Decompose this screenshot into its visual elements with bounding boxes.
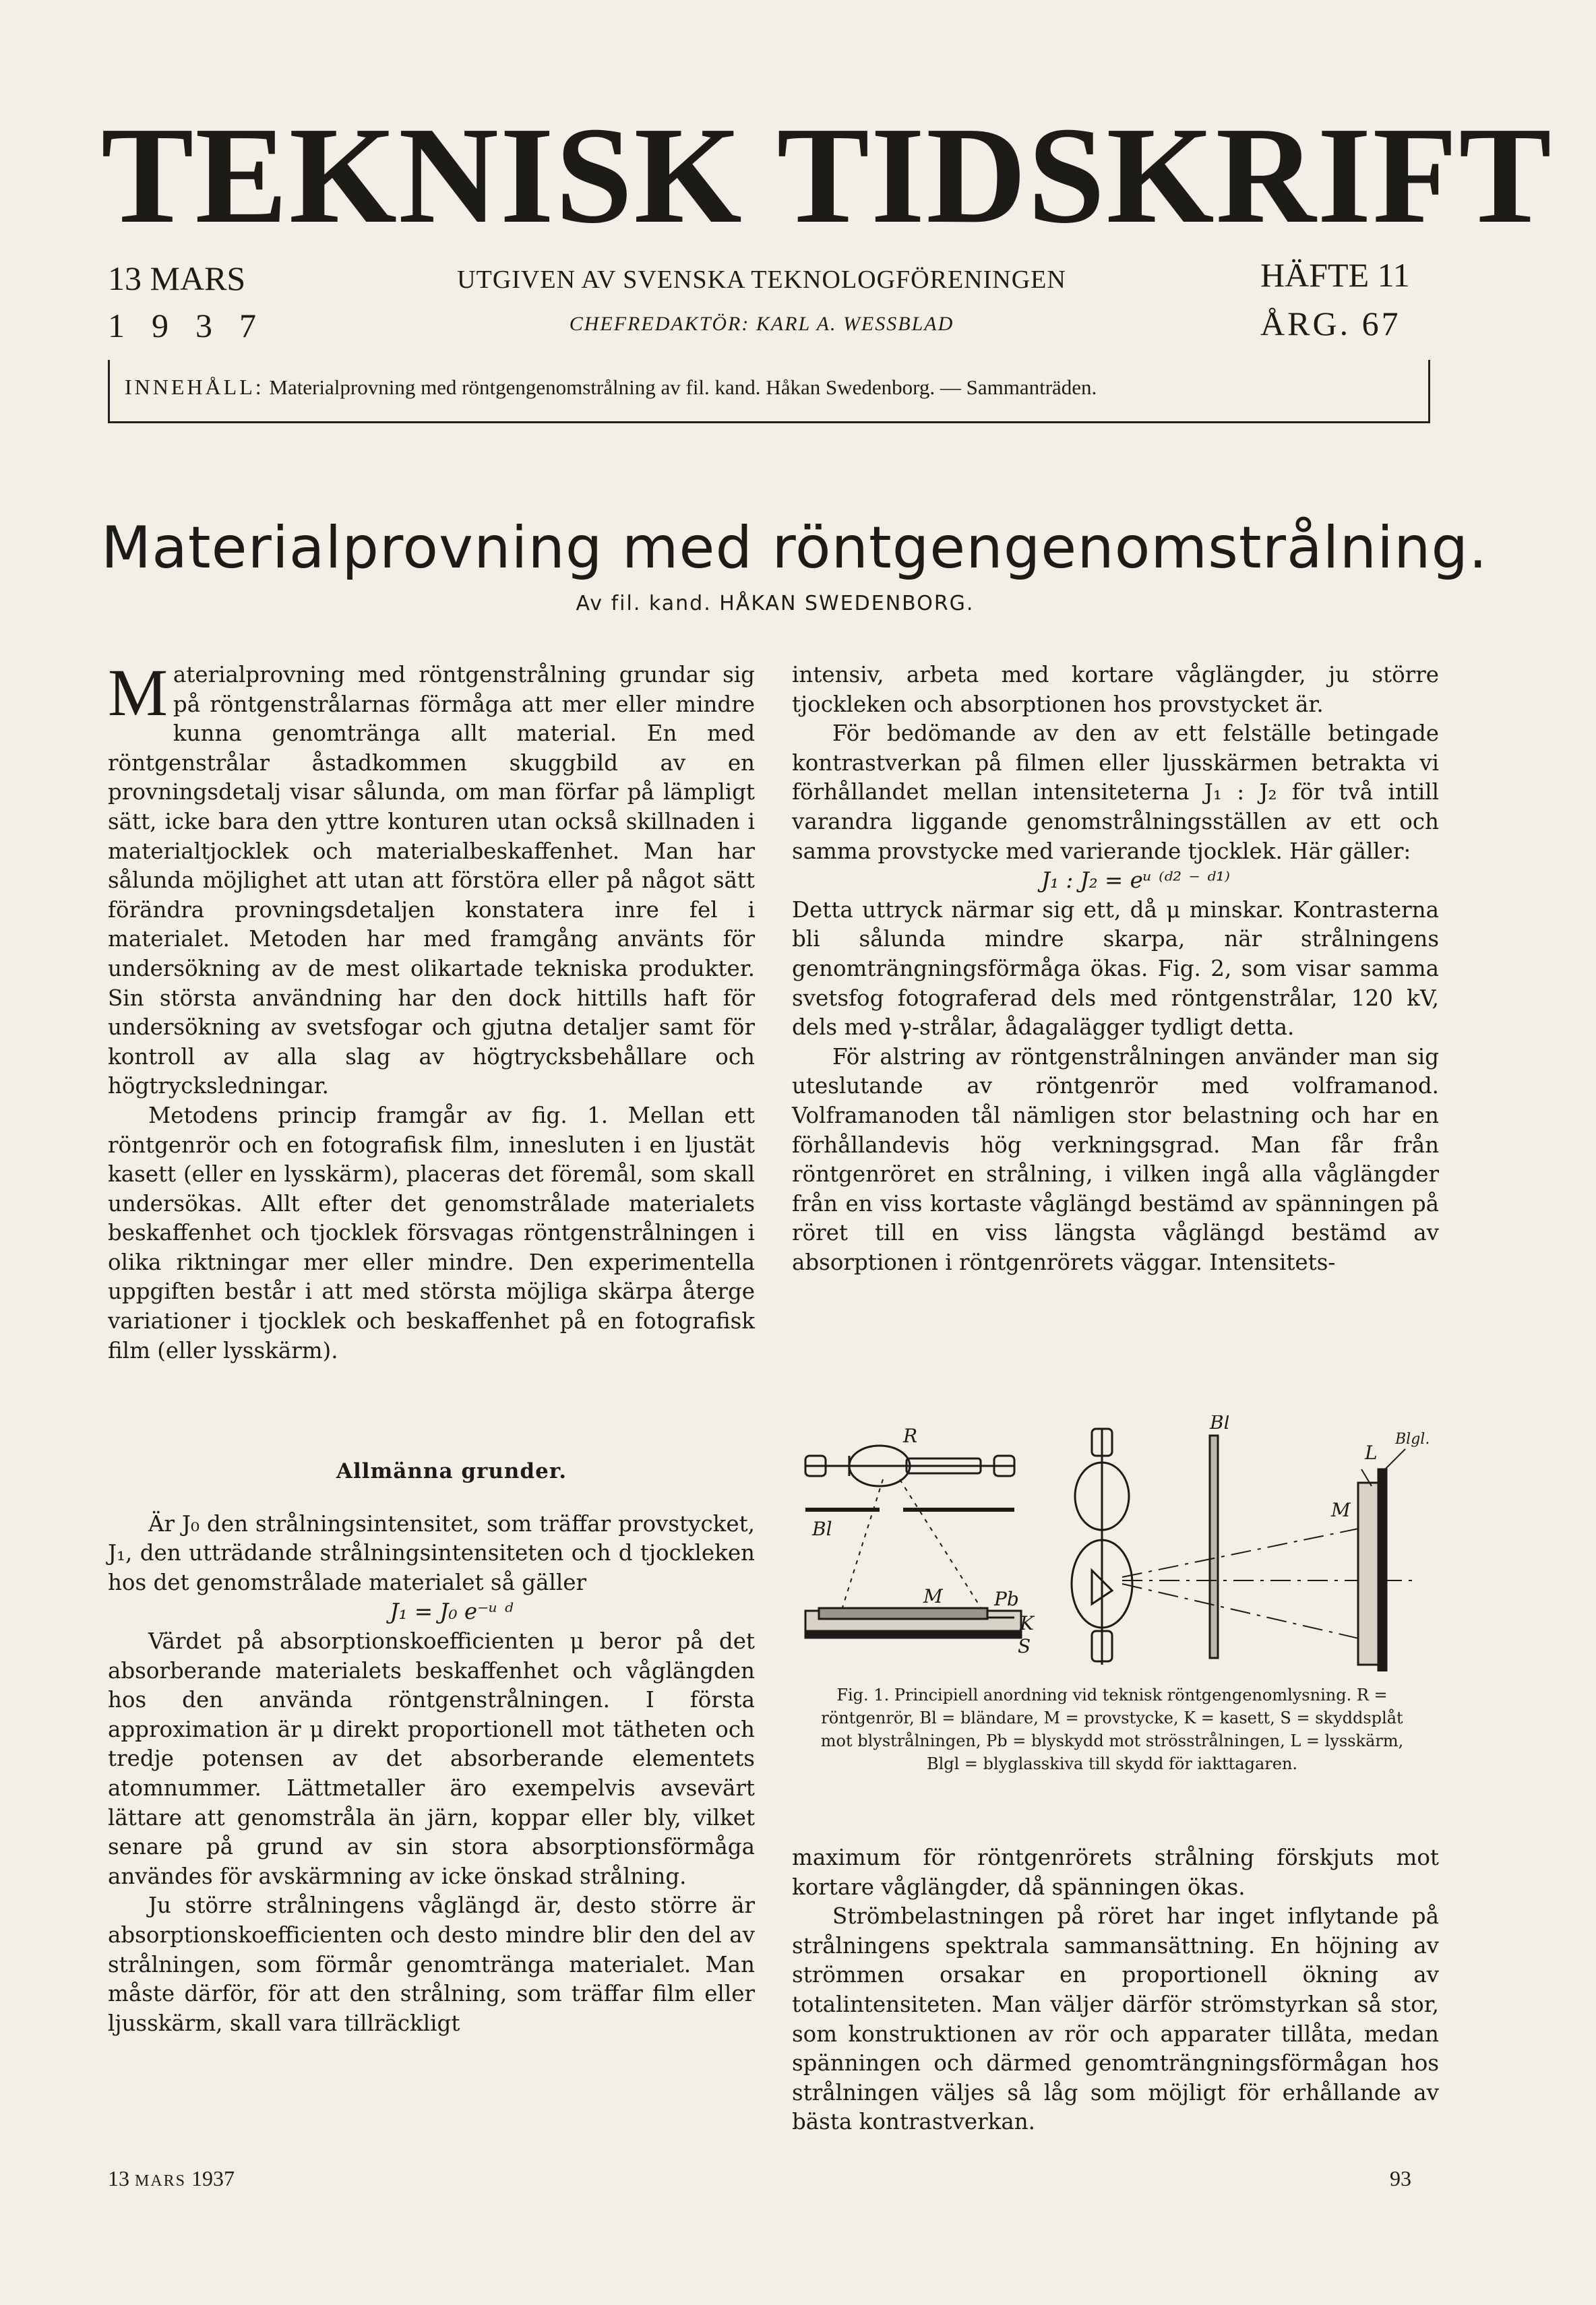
formula: J₁ = J₀ e⁻ᵘ ᵈ [390,1599,514,1625]
left-column [108,655,755,2036]
footer-year: 1937 [191,2166,235,2190]
figure-caption: Fig. 1. Principiell anordning vid teknisk röntgengenomlysning. R = röntgenrör, Bl = bländare, M = provstycke, K = kasett, S = skyddsplåt mot blystrålningen, Pb = blyskydd mot strösstrålningen, L = lysskärm, Blgl = blyglasskiva till skydd för iakttagaren. [820,1686,1404,1773]
masthead-date-day: 13 MARS [108,259,246,297]
paragraph: Ju större strålningens våglängd är, desto större är absorptionskoefficienten och desto mindre blir den del av strålningen, som förmår genomtränga materialet. Man måste därför, för att den strålning, som träffar film eller ljusskärm, skall vara tillräckligt [108,1893,755,2036]
footer-date [108,2166,235,2191]
footer-day: 13 [108,2166,129,2190]
fluorescent-screen [1358,1483,1378,1665]
fig-label-L: L [1365,1442,1378,1464]
contents-label: INNEHÅLL: [125,375,264,399]
paragraph: Materialprovning med röntgenstrålning grundar sig på röntgenstrålarnas förmåga att mer eller mindre kunna genomtränga allt material. En med röntgenstrålar åstadkommen skuggbild av en provningsdetalj visar sålunda, om man förfar på lämpligt sätt, icke bara den yttre konturen utan också skillnaden i materialtjocklek och materialbeskaffenhet. Man har sålunda möjlighet att utan att förstöra eller på något sätt förändra provningsdetaljen konstatera inre fel i materialet. Metoden har med framgång använts för undersökning av de mest olikartade tekniska produkter. Sin största användning har den dock hittills haft för undersökning av svetsfogar och gjutna detaljer samt för kontroll av alla slag av högtrycksbehållare och högtrycksledningar. [108,655,755,1099]
masthead-publisher: UTGIVEN AV SVENSKA TEKNOLOGFÖRENINGEN [457,266,1066,294]
drop-cap: M [108,655,168,730]
fig-label-Blgl: Blgl. [1395,1431,1430,1448]
fig-label-R: R [903,1425,918,1447]
cassette-assembly [805,1608,1021,1638]
masthead-title: TEKNISK TIDSKRIFT [101,98,1553,252]
footer-month: MARS [135,2172,187,2190]
fig-label-M-right: M [1331,1499,1351,1521]
masthead-date-year: 1937 [108,307,283,344]
paragraph: intensiv, arbeta med kortare våglängder, ju större tjockleken och absorptionen hos provstycket är. [792,662,1439,717]
lead-glass [1378,1469,1386,1671]
page-number: 93 [1390,2166,1411,2190]
article-byline: Av fil. kand. HÅKAN SWEDENBORG. [576,592,975,615]
right-column-top [792,660,1439,1277]
fig-label-Bl-left: Bl [812,1518,832,1540]
xray-tube-left [805,1446,1014,1486]
xray-tube-middle [1072,1429,1132,1665]
masthead-center [377,259,1146,344]
diaphragm-vertical [1210,1436,1218,1658]
paragraph: Metodens princip framgår av fig. 1. Mellan ett röntgenrör och en fotografisk film, innesluten i en ljustät kasett (eller en lysskärm), placeras det föremål, som skall undersökas. Allt efter det genomstrålade materialets beskaffenhet och tjocklek försvagas röntgenstrålningen i olika riktningar mer eller mindre. Den experimentella uppgiften består i att med största möjliga skärpa återge variationer i tjocklek och beskaffenhet på en fotografisk film (eller lysskärm). [108,1102,755,1363]
article-title: Materialprovning med röntgengenomstrålning. [101,514,1488,582]
masthead-volume: ÅRG. 67 [1260,305,1401,342]
masthead-issue-info [1260,251,1410,348]
figure-1-diagram [792,1415,1439,1671]
left-column-lower [108,1457,755,2038]
fig-label-K: K [1020,1612,1034,1634]
paragraph: Detta uttryck närmar sig ett, då μ minskar. Kontrasterna bli sålunda mindre skarpa, när strålningens genomträngningsförmåga ökas. Fig. 2, som visar samma svetsfog fotograferad dels med röntgenstrålar, 120 kV, dels med γ-strålar, ådagalägger tydligt detta. [792,896,1439,1041]
paragraph: Värdet på absorptionskoefficienten μ beror på det absorberande materialets beskaffenhet och våglängden hos den använda röntgenstrålningen. I första approximation är μ direkt proportionell mot tätheten och tredje potensen av det absorberande elementets atomnummer. Lättmetaller äro exempelvis avsevärt lättare att genomstråla än järn, koppar eller bly, vilket senare på grund av sin stora absorptionsförmåga användes för avskärmning av icke önskad strålning. [108,1628,755,1889]
paragraph: Strömbelastningen på röret har inget inflytande på strålningens spektrala sammansättning. En höjning av strömmen orsakar en proportionell ökning av totalintensiteten. Man väljer därför strömstyrkan så stor, som konstruktionen av rör och apparater tillåta, medan spänningen och därmed genomträngningsförmågan hos strålningen väljes så låg som möjligt för erhållande av bästa kontrastverkan. [792,1903,1439,2135]
section-heading: Allmänna grunder. [336,1459,567,1483]
contents [125,375,1419,400]
fig-label-Bl-top: Bl [1210,1415,1230,1434]
masthead-editor: CHEFREDAKTÖR: KARL A. WESSBLAD [569,313,954,335]
masthead-issue: HÄFTE 11 [1260,256,1410,294]
paragraph: maximum för röntgenrörets strålning förskjuts mot kortare våglängder, då spänningen ökas. [792,1845,1439,1900]
fig-label-Pb: Pb [994,1588,1019,1610]
contents-text: Materialprovning med röntgengenomstrålning av fil. kand. Håkan Swedenborg. — Sammanträden. [269,375,1097,399]
fig-label-M-left: M [923,1585,943,1607]
formula: J₁ : J₂ = eᵘ ⁽ᵈ² ⁻ ᵈ¹⁾ [1041,867,1230,894]
paragraph: För bedömande av den av ett felställe betingade kontrastverkan på filmen eller ljusskärmen betrakta vi förhållandet mellan intensiteterna J₁ : J₂ för två intill varandra liggande genomstrålningsställen av ett och samma provstycke med varierande tjocklek. Här gäller: [792,720,1439,864]
fig-label-S: S [1018,1635,1031,1657]
paragraph: För alstring av röntgenstrålningen använder man sig uteslutande av röntgenrör med volframanod. Volframanoden tål nämligen stor belastning och har en förhållandevis hög verkningsgrad. Man får från röntgenröret en strålning, i vilken ingå alla våglängder från en viss kortaste våglängd bestämd av spänningen på röret till en viss längsta våglängd bestämd av absorptionen i röntgenrörets väggar. Intensitets- [792,1043,1439,1275]
masthead-date [108,255,283,349]
right-column-bottom [792,1843,1439,2137]
paragraph: Är J₀ den strålningsintensitet, som träffar provstycket, J₁, den utträdande strålningsintensiteten och d tjockleken hos det genomstrålade materialet så gäller [108,1510,755,1595]
